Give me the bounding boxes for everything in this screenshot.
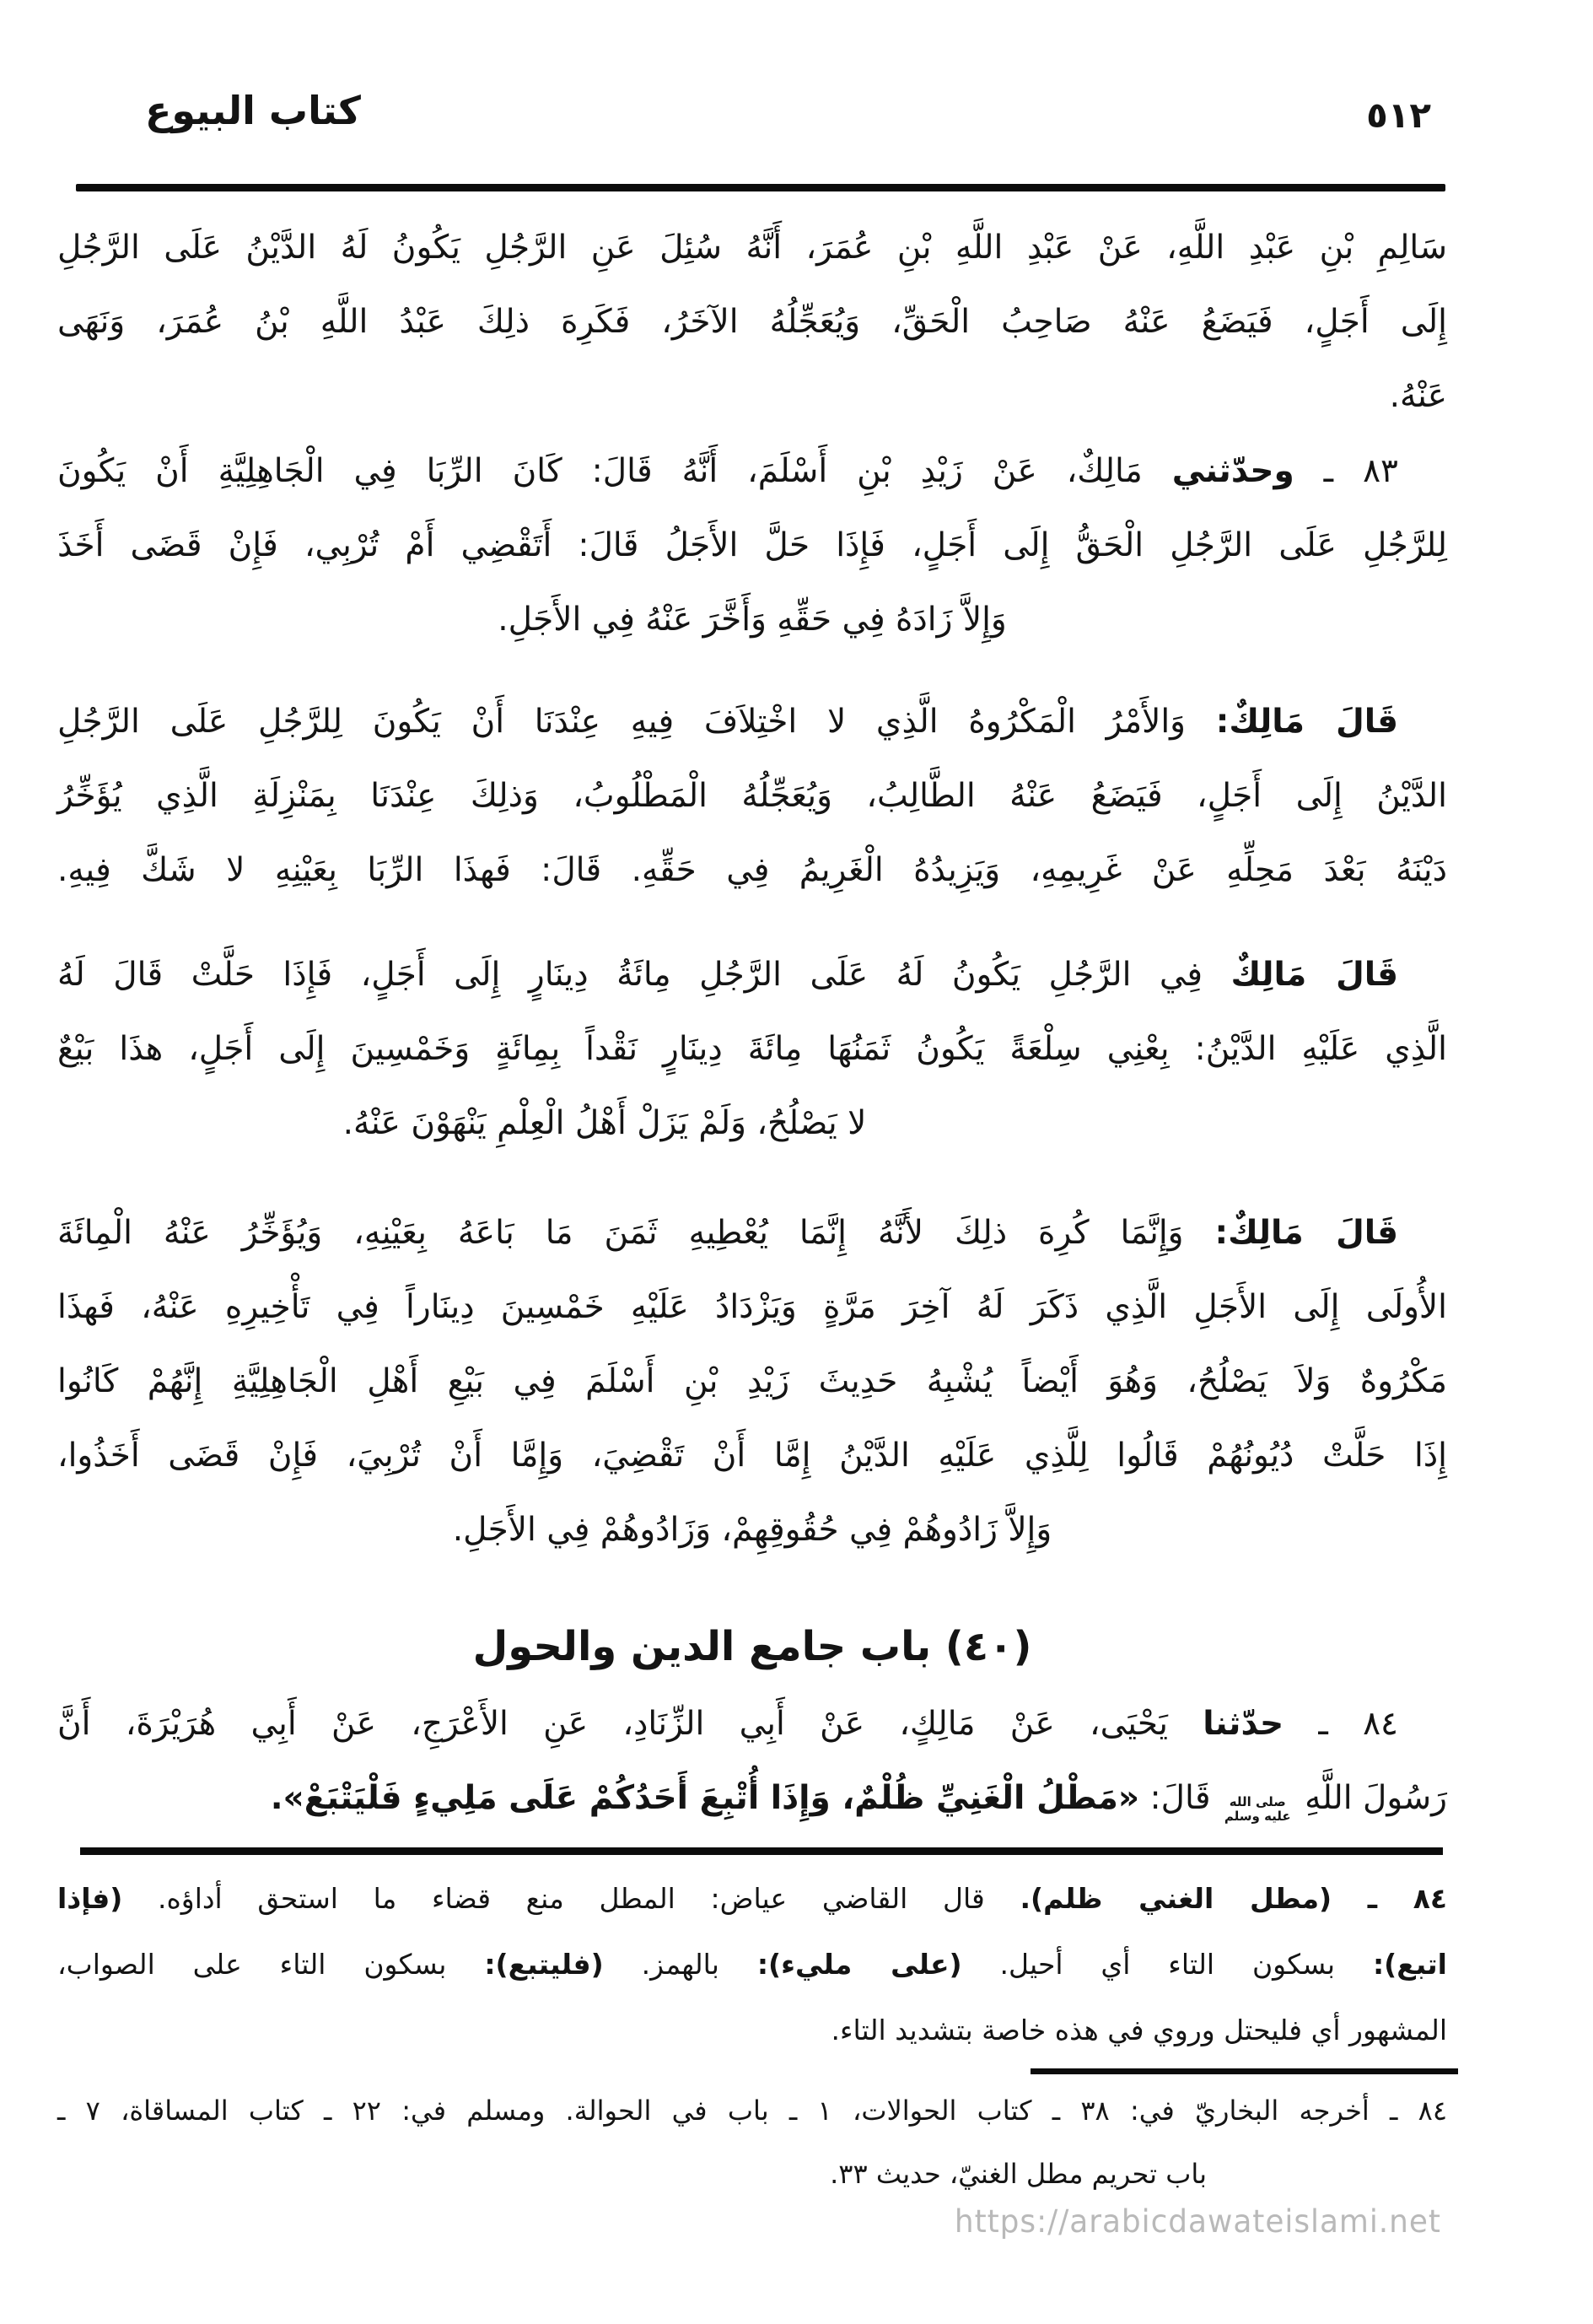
text-line: عَنْهُ. xyxy=(1389,377,1447,415)
narration-lead: حدّثنا xyxy=(1203,1705,1284,1743)
text-line: دَيْنَهُ بَعْدَ مَحِلِّهِ عَنْ غَرِيمِهِ، وَيَزِيدُهُ الْغَرِيمُ فِي حَقِّهِ. قَالَ: فَهذَا الرِّبَا بِعَيْنِهِ لا شَكَّ فِيهِ. xyxy=(57,851,1447,889)
hadith-quote: «مَطْلُ الْغَنِيِّ ظُلْمٌ، وَإِذَا أُتْبِعَ أَحَدُكُمْ عَلَى مَلِيءٍ فَلْيَتْبَعْ». xyxy=(270,1779,1140,1817)
narration-lead: وحدّثني xyxy=(1171,452,1294,490)
text-line: قَالَ مَالِكٌ فِي الرَّجُلِ يَكُونُ لَهُ عَلَى الرَّجُلِ مِائَةُ دِينَارٍ إِلَى أَجَلٍ، فَإِذَا حَلَّتْ قَالَ لَهُ xyxy=(57,956,1398,994)
text-line: سَالِمِ بْنِ عَبْدِ اللَّهِ، عَنْ عَبْدِ اللَّهِ بْنِ عُمَرَ، أَنَّهُ سُئِلَ عَنِ الرَّجُلِ يَكُونُ لَهُ الدَّيْنُ عَلَى الرَّجُلِ xyxy=(57,229,1447,267)
hadith-number: ٨٤ ـ xyxy=(1284,1705,1398,1743)
text-line: قَالَ مَالِكٌ: وَالأَمْرُ الْمَكْرُوهُ الَّذِي لا اخْتِلاَفَ فِيهِ عِنْدَنَا أَنْ يَكُونَ لِلرَّجُلِ عَلَى الرَّجُلِ xyxy=(57,703,1398,741)
text-line: لا يَصْلُحُ، وَلَمْ يَزَلْ أَهْلُ الْعِلْمِ يَنْهَوْنَ عَنْهُ. xyxy=(342,1104,867,1142)
text-line: الدَّيْنُ إِلَى أَجَلٍ، فَيَضَعُ عَنْهُ الطَّالِبُ، وَيُعَجِّلُهُ الْمَطْلُوبُ، وَذلِكَ عِنْدَنَا بِمَنْزِلَةِ الَّذِي يُؤَخِّرُ xyxy=(57,777,1447,815)
paragraph-hadith-84 xyxy=(57,1687,1447,1836)
header-rule xyxy=(76,184,1445,191)
paragraph-malik-comment-2 xyxy=(57,938,1447,1161)
text-line: قَالَ مَالِكٌ: وَإِنَّمَا كُرِهَ ذلِكَ لأَنَّهُ إِنَّمَا يُعْطِيهِ ثَمَنَ مَا بَاعَهُ بِعَيْنِهِ، وَيُؤَخِّرُ عَنْهُ الْمِائَةَ xyxy=(57,1214,1398,1252)
text-line: وَإِلاَّ زَادَهُ فِي حَقِّهِ وَأَخَّرَ عَنْهُ فِي الأَجَلِ. xyxy=(498,601,1007,639)
footnote-line: اتبع): بسكون التاء أي أحيل. (على مليء): بالهمز. (فليتبع): بسكون التاء على الصواب، xyxy=(57,1948,1447,1981)
text-line: ٨٣ ـ وحدّثني مَالِكٌ، عَنْ زَيْدِ بْنِ أَسْلَمَ، أَنَّهُ قَالَ: كَانَ الرِّبَا فِي الْجَاهِلِيَّةِ أَنْ يَكُونَ xyxy=(57,452,1398,490)
footnote-line: ٨٤ ـ (مطل الغني ظلم). قال القاضي عياض: المطل منع قضاء ما استحق أداؤه. (فإذا xyxy=(57,1882,1447,1915)
paragraph-malik-comment-3 xyxy=(57,1196,1447,1567)
text-line: رَسُولَ اللَّهِ صلى الله عليه وسلم قَالَ: «مَطْلُ الْغَنِيِّ ظُلْمٌ، وَإِذَا أُتْبِعَ أَحَدُكُمْ عَلَى مَلِيءٍ فَلْيَتْبَعْ». xyxy=(270,1779,1447,1824)
footnote-line: باب تحريم مطل الغنيّ، حديث ٣٣. xyxy=(830,2158,1207,2190)
watermark-url: https://arabicdawateislami.net xyxy=(954,2203,1441,2240)
footnote-line: ٨٤ ـ أخرجه البخاريّ في: ٣٨ ـ كتاب الحوالات، ١ ـ باب في الحوالة. ومسلم في: ٢٢ ـ كتاب المساقاة، ٧ ـ xyxy=(57,2095,1448,2127)
text-line: لِلرَّجُلِ عَلَى الرَّجُلِ الْحَقُّ إِلَى أَجَلٍ، فَإِذَا حَلَّ الأَجَلُ قَالَ: أَتَقْضِي أَمْ تُرْبِي، فَإِنْ قَضَى أَخَذَ xyxy=(57,526,1447,564)
narration-lead: قَالَ مَالِكٌ: xyxy=(1215,703,1398,741)
page-number: ٥١٢ xyxy=(1366,94,1431,136)
text-line: إِلَى أَجَلٍ، فَيَضَعُ عَنْهُ صَاحِبُ الْحَقِّ، وَيُعَجِّلُهُ الآخَرُ، فَكَرِهَ ذلِكَ عَبْدُ اللَّهِ بْنُ عُمَرَ، وَنَهَى xyxy=(57,303,1447,341)
paragraph-malik-comment-1 xyxy=(57,685,1447,908)
text-line: الَّذِي عَلَيْهِ الدَّيْنُ: بِعْنِي سِلْعَةً يَكُونُ ثَمَنُهَا مِائَةَ دِينَارٍ نَقْداً بِمِائَةٍ وَخَمْسِينَ إِلَى أَجَلٍ، هذَا بَيْعٌ xyxy=(57,1030,1447,1068)
narration-lead: قَالَ مَالِكٌ: xyxy=(1214,1214,1398,1252)
text-line: مَكْرُوهٌ وَلاَ يَصْلُحُ، وَهُوَ أَيْضاً يُشْبِهُ حَدِيثَ زَيْدِ بْنِ أَسْلَمَ فِي بَيْعِ أَهْلِ الْجَاهِلِيَّةِ إِنَّهُمْ كَانُوا xyxy=(57,1362,1447,1400)
chapter-heading: (٤٠) باب جامع الدين والحول xyxy=(472,1623,1032,1670)
takhrij-separator-rule xyxy=(1031,2068,1458,2074)
text-line: إِذَا حَلَّتْ دُيُونُهُمْ قَالُوا لِلَّذِي عَلَيْهِ الدَّيْنُ إِمَّا أَنْ تَقْضِيَ، وَإِمَّا أَنْ تُرْبِيَ، فَإِنْ قَضَى أَخَذُوا، xyxy=(57,1437,1447,1475)
paragraph-continuation xyxy=(57,211,1447,434)
hadith-number: ٨٣ ـ xyxy=(1294,452,1398,490)
text-line: ٨٤ ـ حدّثنا يَحْيَى، عَنْ مَالِكٍ، عَنْ أَبِي الزِّنَادِ، عَنِ الأَعْرَجِ، عَنْ أَبِي هُرَيْرَةَ، أَنَّ xyxy=(57,1705,1398,1743)
footnote-line: المشهور أي فليحتل وروي في هذه خاصة بتشديد التاء. xyxy=(831,2014,1447,2046)
footnote-separator-rule xyxy=(80,1847,1443,1855)
book-title: كتاب البيوع xyxy=(145,88,361,133)
text-line: وَإِلاَّ زَادُوهُمْ فِي حُقُوقِهِمْ، وَزَادُوهُمْ فِي الأَجَلِ. xyxy=(452,1511,1052,1549)
paragraph-hadith-83 xyxy=(57,434,1447,657)
narration-lead: قَالَ مَالِكٌ xyxy=(1230,956,1398,994)
takhrij-footnote xyxy=(57,2079,1447,2206)
salawat-emblem: صلى الله عليه وسلم xyxy=(1224,1794,1291,1824)
commentary-footnote xyxy=(57,1866,1447,2063)
text-line: الأُولَى إِلَى الأَجَلِ الَّذِي ذَكَرَ لَهُ آخِرَ مَرَّةٍ وَيَزْدَادُ عَلَيْهِ خَمْسِينَ دِينَاراً فِي تَأْخِيرِهِ عَنْهُ، فَهذَا xyxy=(57,1288,1447,1326)
